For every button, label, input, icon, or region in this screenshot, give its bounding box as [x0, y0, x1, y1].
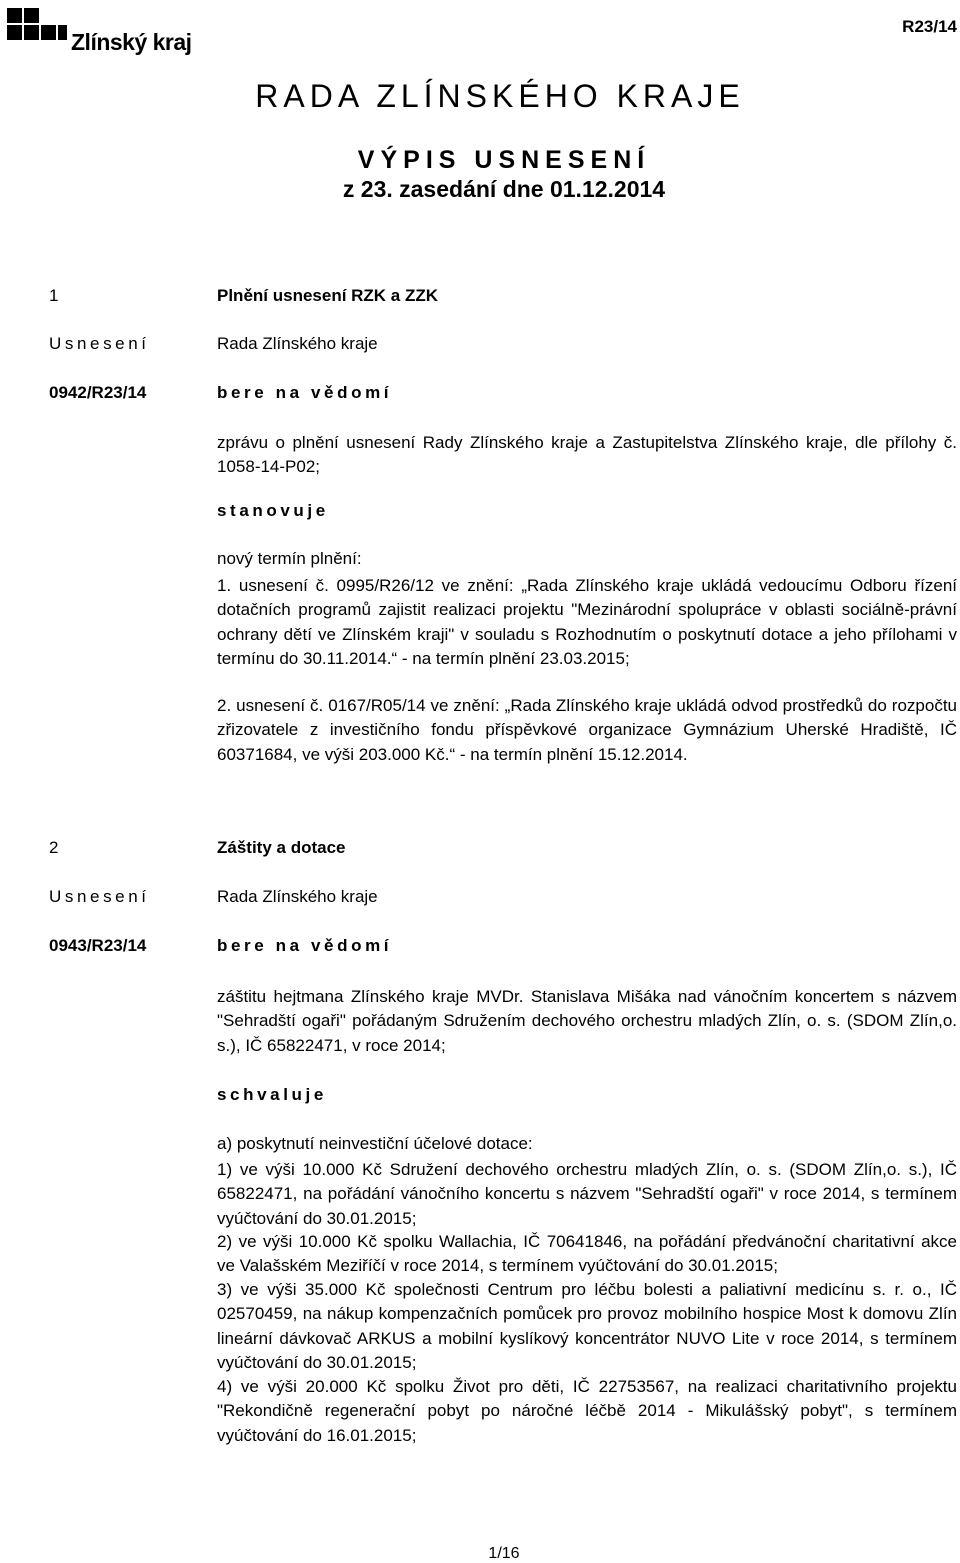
deadline-point-1: 1. usnesení č. 0995/R26/12 ve znění: „Rada Zlínského kraje ukládá vedoucímu Odboru řízení dotačních programů zajistit realizaci projektu "Mezinárodní spolupráce v oblasti sociálně-právní ochrany dětí ve Zlínském kraji" v souladu s Rozhodnutím o poskytnutí dotace a jeho přílohami v termínu do 30.11.2014.“ - na termín plnění 23.03.2015;: [217, 576, 957, 668]
page-number: 1/16: [488, 1545, 520, 1562]
logo-squares-icon: [7, 8, 67, 54]
item-title: Plnění usnesení RZK a ZZK: [217, 286, 439, 305]
subsidy-point-4: 4) ve výši 20.000 Kč spolku Život pro děti, IČ 22753567, na realizaci charitativního projektu "Rekondičně regenerační pobyt po náročné léčbě 2014 - Mikulášský pobyt", s termínem vyúčtování do 16.01.2015;: [217, 1377, 957, 1445]
verb-approves: schvaluje: [217, 1085, 327, 1104]
report-text: zprávu o plnění usnesení Rady Zlínského kraje a Zastupitelstva Zlínského kraje, dle přílohy č. 1058-14-P02;: [217, 433, 957, 477]
resolution-id: 0942/R23/14: [49, 383, 147, 402]
usneseni-label: Usnesení: [49, 887, 150, 906]
session-date: z 23. zasedání dne 01.12.2014: [342, 176, 666, 202]
deadline-point-2: 2. usnesení č. 0167/R05/14 ve znění: „Rada Zlínského kraje ukládá odvod prostředků do rozpočtu zřizovatele z investičního fondu příspěvkové organizace Gymnázium Uherské Hradiště, IČ 60371684, ve výši 203.000 Kč.“ - na termín plnění 15.12.2014.: [217, 696, 957, 764]
subsidy-intro: a) poskytnutí neinvestiční účelové dotace:: [217, 1134, 533, 1153]
extract-title: VÝPIS USNESENÍ: [357, 146, 651, 174]
verb-takes-note: bere na vědomí: [217, 383, 393, 402]
zlinsky-kraj-logo: [7, 8, 192, 54]
subsidy-point-1: 1) ve výši 10.000 Kč Sdružení dechového orchestru mladých Zlín, o. s. (SDOM Zlín,o. s.), IČ 65822471, na pořádání vánočního koncertu s názvem "Sehradští ogaři" v roce 2014, s termínem vyúčtování do 30.01.2015;: [217, 1160, 957, 1228]
item-number: 2: [49, 838, 59, 857]
resolution-id: 0943/R23/14: [49, 936, 147, 955]
item-number: 1: [49, 286, 59, 305]
logo-text: Zlínský kraj: [71, 29, 192, 55]
verb-takes-note: bere na vědomí: [217, 936, 393, 955]
council-title: RADA ZLÍNSKÉHO KRAJE: [255, 78, 745, 114]
council-name: Rada Zlínského kraje: [217, 887, 378, 906]
new-deadline-intro: nový termín plnění:: [217, 549, 362, 568]
council-name: Rada Zlínského kraje: [217, 334, 378, 353]
patronage-text: záštitu hejtmana Zlínského kraje MVDr. Stanislava Mišáka nad vánočním koncertem s názvem "Sehradští ogaři" pořádaným Sdružením dechového orchestru mladých Zlín, o. s. (SDOM Zlín,o. s.), IČ 65822471, v roce 2014;: [217, 987, 957, 1055]
subsidy-point-3: 3) ve výši 35.000 Kč společnosti Centrum pro léčbu bolesti a paliativní medicínu s. r. o., IČ 02570459, na nákup kompenzačních pomůcek pro provoz mobilního hospice Most k domovu Zlín lineární dávkovač ARKUS a mobilní kyslíkový koncentrátor NUVO Lite v roce 2014, s termínem vyúčtování do 30.01.2015;: [217, 1280, 957, 1372]
subsidy-point-2: 2) ve výši 10.000 Kč spolku Wallachia, IČ 70641846, na pořádání předvánoční charitativní akce ve Valašském Meziříčí v roce 2014, s termínem vyúčtování do 30.01.2015;: [217, 1232, 957, 1276]
verb-determines: stanovuje: [217, 501, 329, 520]
document-reference: R23/14: [902, 17, 957, 36]
item-title: Záštity a dotace: [217, 838, 346, 857]
usneseni-label: Usnesení: [49, 334, 150, 353]
